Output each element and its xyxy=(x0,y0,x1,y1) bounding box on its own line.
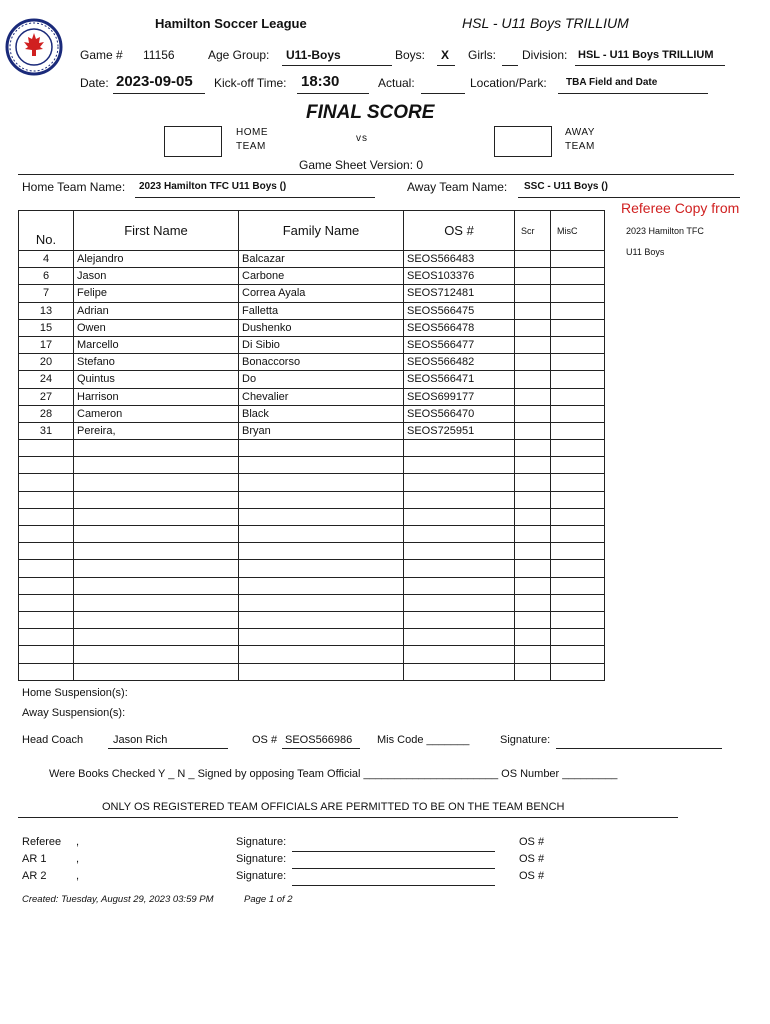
player-number xyxy=(19,491,74,508)
coach-mis-code: Mis Code _______ xyxy=(377,734,470,746)
player-misc-cell[interactable] xyxy=(551,302,605,319)
roster-empty-row xyxy=(19,543,605,560)
player-misc-cell[interactable] xyxy=(551,508,605,525)
roster-row xyxy=(19,371,605,388)
player-scr-cell[interactable] xyxy=(515,526,551,543)
player-scr-cell[interactable] xyxy=(515,491,551,508)
player-number xyxy=(19,474,74,491)
player-family-name xyxy=(239,543,404,560)
player-number xyxy=(19,611,74,628)
roster-header-row xyxy=(19,211,605,251)
player-misc-cell[interactable] xyxy=(551,629,605,646)
player-scr-cell[interactable] xyxy=(515,560,551,577)
official-signature-label: Signature: xyxy=(236,836,287,848)
player-os-number xyxy=(404,629,515,646)
player-os-number: SEOS103376 xyxy=(404,268,515,285)
player-scr-cell[interactable] xyxy=(515,594,551,611)
player-family-name: Bryan xyxy=(239,422,404,439)
player-first-name xyxy=(74,560,239,577)
away-suspensions-label: Away Suspension(s): xyxy=(22,707,126,719)
player-family-name: Black xyxy=(239,405,404,422)
player-scr-cell[interactable] xyxy=(515,319,551,336)
home-team-name: 2023 Hamilton TFC U11 Boys () xyxy=(139,181,287,192)
player-os-number: SEOS566478 xyxy=(404,319,515,336)
player-number: 31 xyxy=(19,422,74,439)
player-os-number xyxy=(404,594,515,611)
date-value: 2023-09-05 xyxy=(116,73,193,90)
roster-empty-row xyxy=(19,508,605,525)
player-first-name: Pereira, xyxy=(74,422,239,439)
away-score-box[interactable] xyxy=(494,126,552,157)
col-header-scr: Scr xyxy=(515,211,551,251)
away-team-name: SSC - U11 Boys () xyxy=(524,181,608,192)
player-misc-cell[interactable] xyxy=(551,594,605,611)
player-first-name xyxy=(74,577,239,594)
official-signature-label: Signature: xyxy=(236,870,287,882)
final-score-title: FINAL SCORE xyxy=(306,102,435,123)
roster-row xyxy=(19,268,605,285)
player-family-name xyxy=(239,663,404,680)
player-os-number: SEOS566475 xyxy=(404,302,515,319)
player-first-name: Marcello xyxy=(74,336,239,353)
girls-label: Girls: xyxy=(468,48,496,62)
roster-row xyxy=(19,354,605,371)
roster-row xyxy=(19,336,605,353)
player-first-name xyxy=(74,611,239,628)
player-first-name: Felipe xyxy=(74,285,239,302)
home-team-underline xyxy=(135,197,375,198)
date-underline xyxy=(113,93,205,94)
col-header-first-name: First Name xyxy=(74,211,239,251)
player-misc-cell[interactable] xyxy=(551,543,605,560)
official-comma: , xyxy=(76,853,80,865)
player-first-name: Jason xyxy=(74,268,239,285)
referee-copy-line-1: 2023 Hamilton TFC xyxy=(626,226,704,236)
player-family-name xyxy=(239,491,404,508)
player-misc-cell[interactable] xyxy=(551,577,605,594)
roster-table xyxy=(18,210,605,681)
official-role: Referee xyxy=(22,836,62,848)
coach-signature-label: Signature: xyxy=(500,734,551,746)
roster-row xyxy=(19,388,605,405)
player-family-name xyxy=(239,629,404,646)
player-misc-cell[interactable] xyxy=(551,371,605,388)
player-scr-cell[interactable] xyxy=(515,440,551,457)
league-title: Hamilton Soccer League xyxy=(155,16,307,31)
player-misc-cell[interactable] xyxy=(551,251,605,268)
player-os-number xyxy=(404,440,515,457)
player-family-name: Chevalier xyxy=(239,388,404,405)
kickoff-label: Kick-off Time: xyxy=(214,76,287,90)
player-family-name xyxy=(239,594,404,611)
player-scr-cell[interactable] xyxy=(515,629,551,646)
player-scr-cell[interactable] xyxy=(515,285,551,302)
player-family-name xyxy=(239,457,404,474)
player-number xyxy=(19,526,74,543)
league-logo xyxy=(5,18,63,76)
player-number xyxy=(19,508,74,525)
roster-empty-row xyxy=(19,629,605,646)
home-team-label-1: HOME xyxy=(236,127,268,138)
player-os-number xyxy=(404,491,515,508)
player-family-name: Balcazar xyxy=(239,251,404,268)
actual-label: Actual: xyxy=(378,76,415,90)
player-os-number xyxy=(404,611,515,628)
coach-os-underline xyxy=(282,748,360,749)
player-number: 7 xyxy=(19,285,74,302)
age-group-label: Age Group: xyxy=(208,48,270,62)
girls-underline xyxy=(502,65,518,66)
player-scr-cell[interactable] xyxy=(515,543,551,560)
player-first-name xyxy=(74,646,239,663)
player-family-name xyxy=(239,577,404,594)
player-os-number: SEOS725951 xyxy=(404,422,515,439)
player-os-number: SEOS566471 xyxy=(404,371,515,388)
player-scr-cell[interactable] xyxy=(515,508,551,525)
player-number: 6 xyxy=(19,268,74,285)
official-comma: , xyxy=(76,870,80,882)
player-number xyxy=(19,646,74,663)
roster-row xyxy=(19,285,605,302)
player-first-name: Stefano xyxy=(74,354,239,371)
division-label: Division: xyxy=(522,48,568,62)
player-number xyxy=(19,560,74,577)
coach-os-label: OS # xyxy=(252,734,278,746)
player-os-number: SEOS699177 xyxy=(404,388,515,405)
player-first-name xyxy=(74,526,239,543)
official-signature-label: Signature: xyxy=(236,853,287,865)
player-misc-cell[interactable] xyxy=(551,646,605,663)
home-team-label-2: TEAM xyxy=(236,141,266,152)
game-number-label: Game # xyxy=(80,48,123,62)
player-os-number: SEOS566470 xyxy=(404,405,515,422)
player-family-name xyxy=(239,474,404,491)
col-header-os: OS # xyxy=(404,211,515,251)
roster-row xyxy=(19,251,605,268)
player-scr-cell[interactable] xyxy=(515,663,551,680)
roster-empty-row xyxy=(19,611,605,628)
player-number: 24 xyxy=(19,371,74,388)
player-misc-cell[interactable] xyxy=(551,611,605,628)
player-os-number: SEOS566482 xyxy=(404,354,515,371)
official-signature-line[interactable] xyxy=(292,868,495,869)
referee-copy-line-2: U11 Boys xyxy=(626,247,665,257)
player-family-name xyxy=(239,646,404,663)
division-title: HSL - U11 Boys TRILLIUM xyxy=(462,15,629,31)
official-signature-line[interactable] xyxy=(292,851,495,852)
player-misc-cell[interactable] xyxy=(551,560,605,577)
player-misc-cell[interactable] xyxy=(551,440,605,457)
vs-label: vs xyxy=(356,133,368,144)
player-family-name xyxy=(239,611,404,628)
player-number: 27 xyxy=(19,388,74,405)
roster-empty-row xyxy=(19,491,605,508)
player-scr-cell[interactable] xyxy=(515,474,551,491)
col-header-no: No. xyxy=(19,211,74,251)
player-misc-cell[interactable] xyxy=(551,474,605,491)
official-role: AR 1 xyxy=(22,853,47,865)
player-family-name: Dushenko xyxy=(239,319,404,336)
player-number: 13 xyxy=(19,302,74,319)
player-scr-cell[interactable] xyxy=(515,405,551,422)
kickoff-value: 18:30 xyxy=(301,73,340,90)
player-scr-cell[interactable] xyxy=(515,268,551,285)
player-scr-cell[interactable] xyxy=(515,354,551,371)
player-os-number xyxy=(404,474,515,491)
player-scr-cell[interactable] xyxy=(515,302,551,319)
division-value: HSL - U11 Boys TRILLIUM xyxy=(578,49,714,61)
player-number xyxy=(19,543,74,560)
player-scr-cell[interactable] xyxy=(515,646,551,663)
player-scr-cell[interactable] xyxy=(515,388,551,405)
player-misc-cell[interactable] xyxy=(551,526,605,543)
roster-row xyxy=(19,302,605,319)
roster-empty-row xyxy=(19,646,605,663)
coach-os-value: SEOS566986 xyxy=(285,734,353,746)
player-first-name: Harrison xyxy=(74,388,239,405)
official-os-label: OS # xyxy=(519,836,545,848)
player-misc-cell[interactable] xyxy=(551,336,605,353)
player-first-name: Owen xyxy=(74,319,239,336)
game-sheet-version: Game Sheet Version: 0 xyxy=(299,158,424,172)
boys-label: Boys: xyxy=(395,48,426,62)
player-first-name xyxy=(74,474,239,491)
player-family-name xyxy=(239,560,404,577)
player-family-name xyxy=(239,440,404,457)
roster-empty-row xyxy=(19,474,605,491)
player-family-name: Carbone xyxy=(239,268,404,285)
home-suspensions-label: Home Suspension(s): xyxy=(22,687,128,699)
roster-row xyxy=(19,422,605,439)
player-misc-cell[interactable] xyxy=(551,319,605,336)
player-first-name: Adrian xyxy=(74,302,239,319)
roster-empty-row xyxy=(19,526,605,543)
coach-signature-line[interactable] xyxy=(556,748,722,749)
home-score-box[interactable] xyxy=(164,126,222,157)
created-timestamp: Created: Tuesday, August 29, 2023 03:59 PM xyxy=(22,894,214,905)
player-scr-cell[interactable] xyxy=(515,371,551,388)
official-role: AR 2 xyxy=(22,870,47,882)
player-first-name xyxy=(74,594,239,611)
player-os-number xyxy=(404,663,515,680)
player-first-name: Alejandro xyxy=(74,251,239,268)
player-os-number: SEOS566477 xyxy=(404,336,515,353)
player-scr-cell[interactable] xyxy=(515,457,551,474)
referee-copy-title: Referee Copy from xyxy=(621,200,740,216)
player-family-name: Bonaccorso xyxy=(239,354,404,371)
player-misc-cell[interactable] xyxy=(551,422,605,439)
date-label: Date: xyxy=(80,76,109,90)
age-group-underline xyxy=(282,65,392,66)
player-number xyxy=(19,629,74,646)
player-misc-cell[interactable] xyxy=(551,268,605,285)
player-misc-cell[interactable] xyxy=(551,285,605,302)
roster-empty-row xyxy=(19,560,605,577)
away-team-label-2: TEAM xyxy=(565,141,595,152)
player-number: 17 xyxy=(19,336,74,353)
player-number xyxy=(19,577,74,594)
head-coach-label: Head Coach xyxy=(22,734,84,746)
player-os-number xyxy=(404,457,515,474)
player-family-name: Correa Ayala xyxy=(239,285,404,302)
player-first-name xyxy=(74,440,239,457)
player-family-name: Do xyxy=(239,371,404,388)
player-scr-cell[interactable] xyxy=(515,336,551,353)
kickoff-underline xyxy=(297,93,369,94)
player-family-name: Di Sibio xyxy=(239,336,404,353)
player-number: 28 xyxy=(19,405,74,422)
head-coach-name: Jason Rich xyxy=(113,734,168,746)
player-os-number xyxy=(404,526,515,543)
player-first-name xyxy=(74,543,239,560)
division-underline xyxy=(575,65,725,66)
player-first-name xyxy=(74,508,239,525)
officials-notice-divider xyxy=(18,817,678,818)
roster-row xyxy=(19,319,605,336)
player-os-number: SEOS566483 xyxy=(404,251,515,268)
roster-empty-row xyxy=(19,457,605,474)
col-header-misc: MisC xyxy=(551,211,605,251)
home-team-name-label: Home Team Name: xyxy=(22,180,126,194)
player-number: 20 xyxy=(19,354,74,371)
location-value: TBA Field and Date xyxy=(566,77,658,88)
player-misc-cell[interactable] xyxy=(551,354,605,371)
player-number xyxy=(19,594,74,611)
player-family-name: Falletta xyxy=(239,302,404,319)
boys-underline xyxy=(437,65,455,66)
player-scr-cell[interactable] xyxy=(515,251,551,268)
away-team-underline xyxy=(518,197,740,198)
player-misc-cell[interactable] xyxy=(551,663,605,680)
away-team-label-1: AWAY xyxy=(565,127,595,138)
boys-value: X xyxy=(441,48,450,62)
player-misc-cell[interactable] xyxy=(551,457,605,474)
player-family-name xyxy=(239,526,404,543)
player-scr-cell[interactable] xyxy=(515,577,551,594)
player-misc-cell[interactable] xyxy=(551,491,605,508)
player-misc-cell[interactable] xyxy=(551,405,605,422)
player-number xyxy=(19,663,74,680)
official-signature-line[interactable] xyxy=(292,885,495,886)
roster-empty-row xyxy=(19,440,605,457)
player-number: 4 xyxy=(19,251,74,268)
head-coach-underline xyxy=(108,748,228,749)
player-os-number xyxy=(404,560,515,577)
player-first-name xyxy=(74,491,239,508)
player-number xyxy=(19,457,74,474)
player-misc-cell[interactable] xyxy=(551,388,605,405)
officials-notice: ONLY OS REGISTERED TEAM OFFICIALS ARE PERMITTED TO BE ON THE TEAM BENCH xyxy=(102,801,565,813)
age-group-value: U11-Boys xyxy=(286,48,341,62)
player-os-number xyxy=(404,543,515,560)
official-os-label: OS # xyxy=(519,853,545,865)
official-os-label: OS # xyxy=(519,870,545,882)
player-number xyxy=(19,440,74,457)
player-first-name xyxy=(74,629,239,646)
player-scr-cell[interactable] xyxy=(515,611,551,628)
player-family-name xyxy=(239,508,404,525)
official-comma: , xyxy=(76,836,80,848)
game-number: 11156 xyxy=(143,48,175,62)
player-os-number: SEOS712481 xyxy=(404,285,515,302)
player-os-number xyxy=(404,577,515,594)
player-os-number xyxy=(404,508,515,525)
player-first-name: Quintus xyxy=(74,371,239,388)
roster-empty-row xyxy=(19,577,605,594)
player-first-name xyxy=(74,663,239,680)
location-underline xyxy=(558,93,708,94)
books-checked-line: Were Books Checked Y _ N _ Signed by opposing Team Official ______________________ OS Number _________ xyxy=(49,768,618,780)
roster-empty-row xyxy=(19,594,605,611)
location-label: Location/Park: xyxy=(470,76,547,90)
player-first-name xyxy=(74,457,239,474)
roster-row xyxy=(19,405,605,422)
player-scr-cell[interactable] xyxy=(515,422,551,439)
version-divider xyxy=(18,174,734,175)
player-number: 15 xyxy=(19,319,74,336)
away-team-name-label: Away Team Name: xyxy=(407,180,508,194)
player-first-name: Cameron xyxy=(74,405,239,422)
player-os-number xyxy=(404,646,515,663)
col-header-family-name: Family Name xyxy=(239,211,404,251)
page-number: Page 1 of 2 xyxy=(244,894,293,905)
actual-underline xyxy=(421,93,465,94)
roster-empty-row xyxy=(19,663,605,680)
